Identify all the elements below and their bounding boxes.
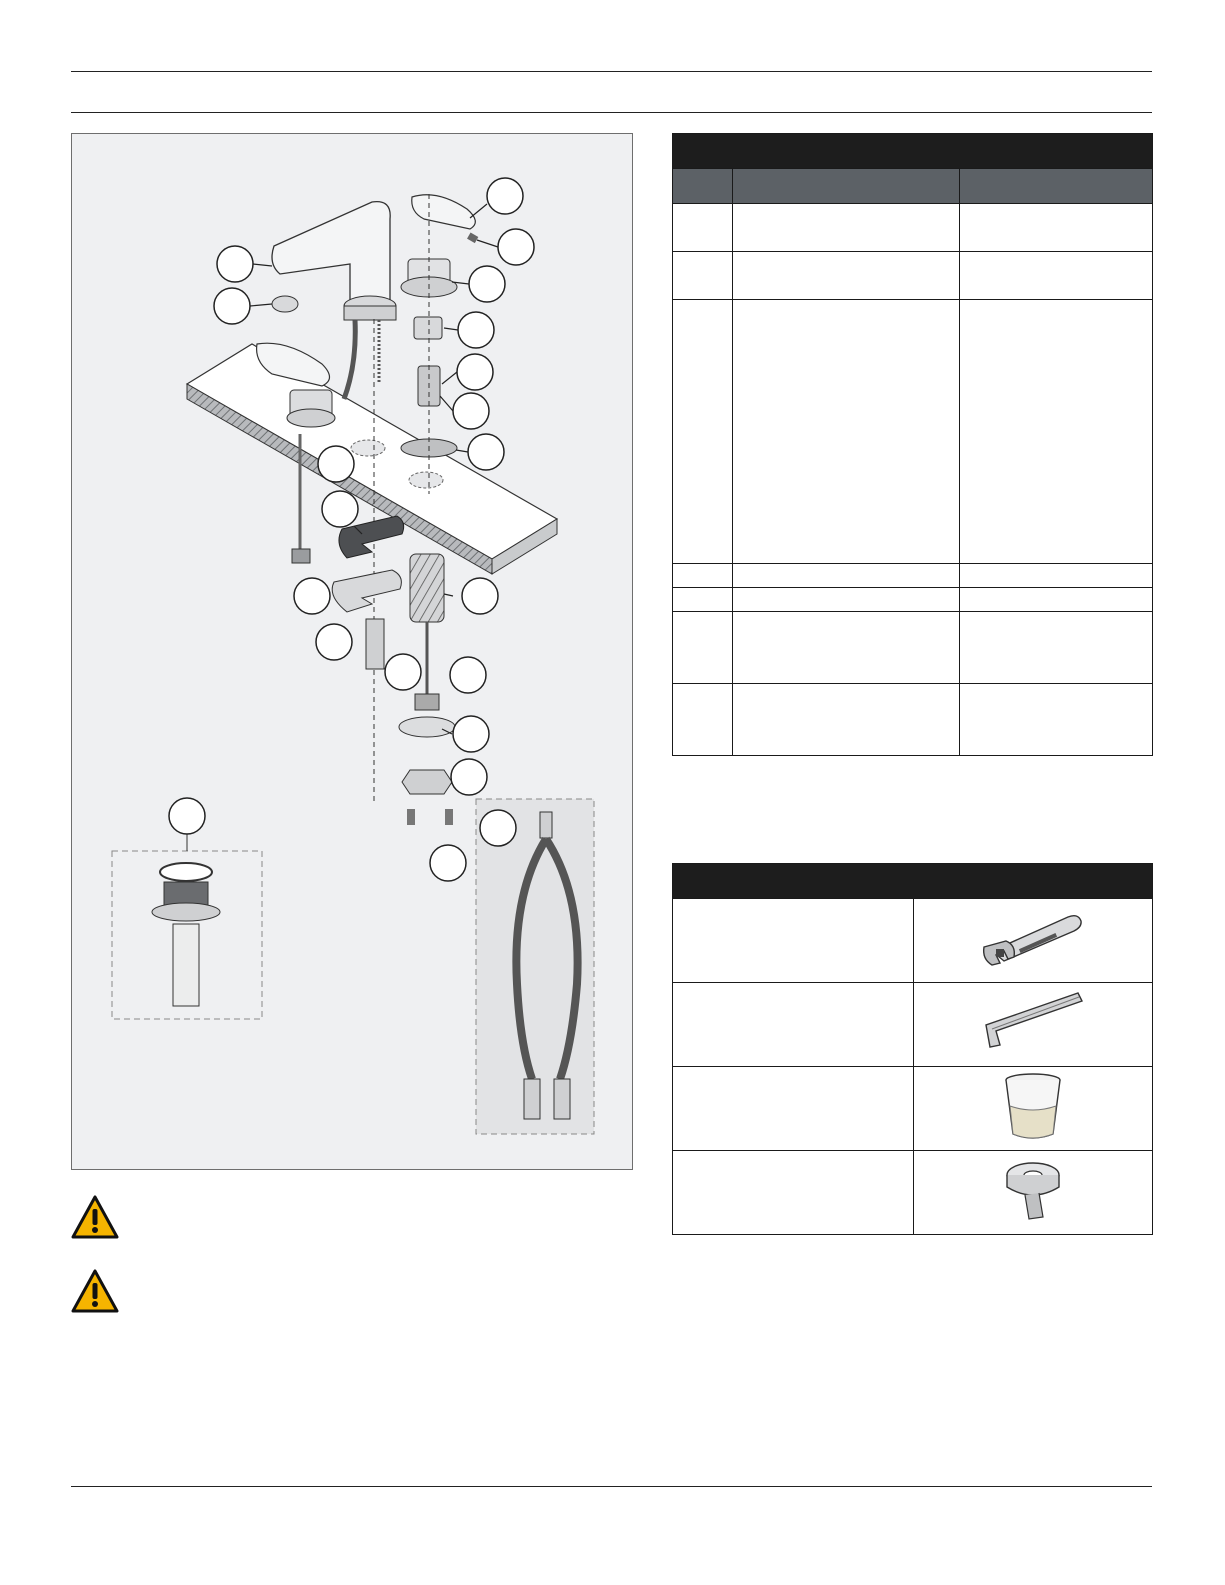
table-row [673, 300, 1153, 564]
tool-label [673, 1067, 914, 1151]
callout-5 [469, 266, 505, 302]
tool-label [673, 1151, 914, 1235]
callout-9 [468, 434, 504, 470]
plumbers-putty-cup-icon [998, 1070, 1068, 1142]
callout-11 [322, 491, 358, 527]
callout-10 [318, 446, 354, 482]
callout-21 [430, 845, 466, 881]
callout-4 [498, 229, 534, 265]
table-row [673, 684, 1153, 756]
callout-14 [462, 578, 498, 614]
table-row [673, 899, 1153, 983]
callout-13 [316, 624, 352, 660]
table-row [673, 612, 1153, 684]
warning-triangle-icon [70, 1194, 120, 1240]
callout-15 [385, 654, 421, 690]
table-row [673, 204, 1153, 252]
callout-17 [453, 716, 489, 752]
footer-rule [71, 1486, 1152, 1487]
warning-triangle-icon [70, 1268, 120, 1314]
table-row [673, 1151, 1153, 1235]
callout-7 [457, 354, 493, 390]
hex-key-icon [978, 987, 1088, 1057]
table-row [673, 1067, 1153, 1151]
callout-12 [294, 578, 330, 614]
callout-3 [487, 178, 523, 214]
pop-up-drain [112, 831, 262, 1019]
exploded-parts-diagram [71, 133, 633, 1170]
table-row [673, 983, 1153, 1067]
column-header-item [673, 169, 733, 204]
tool-label [673, 899, 914, 983]
tools-needed-table [672, 863, 1153, 1235]
parts-table-title [673, 134, 1153, 169]
adjustable-wrench-icon [978, 903, 1088, 973]
tool-label [673, 983, 914, 1067]
callout-19 [169, 798, 205, 834]
table-row [673, 252, 1153, 300]
header-rule-top [71, 71, 1152, 72]
column-header-description [732, 169, 959, 204]
table-row [673, 588, 1153, 612]
callout-8 [453, 393, 489, 429]
column-header-part-number [959, 169, 1152, 204]
callout-18 [451, 759, 487, 795]
table-row [673, 564, 1153, 588]
parts-list-table [672, 133, 1153, 756]
callout-20 [480, 810, 516, 846]
callout-2 [214, 288, 250, 324]
callout-6 [458, 312, 494, 348]
callout-16 [450, 657, 486, 693]
header-rule-bottom [71, 112, 1152, 113]
faucet-exploded-view [72, 134, 633, 1170]
supply-hoses [476, 799, 594, 1134]
thread-tape-icon [1001, 1157, 1065, 1223]
callout-1 [217, 246, 253, 282]
tools-table-title [673, 864, 1153, 899]
